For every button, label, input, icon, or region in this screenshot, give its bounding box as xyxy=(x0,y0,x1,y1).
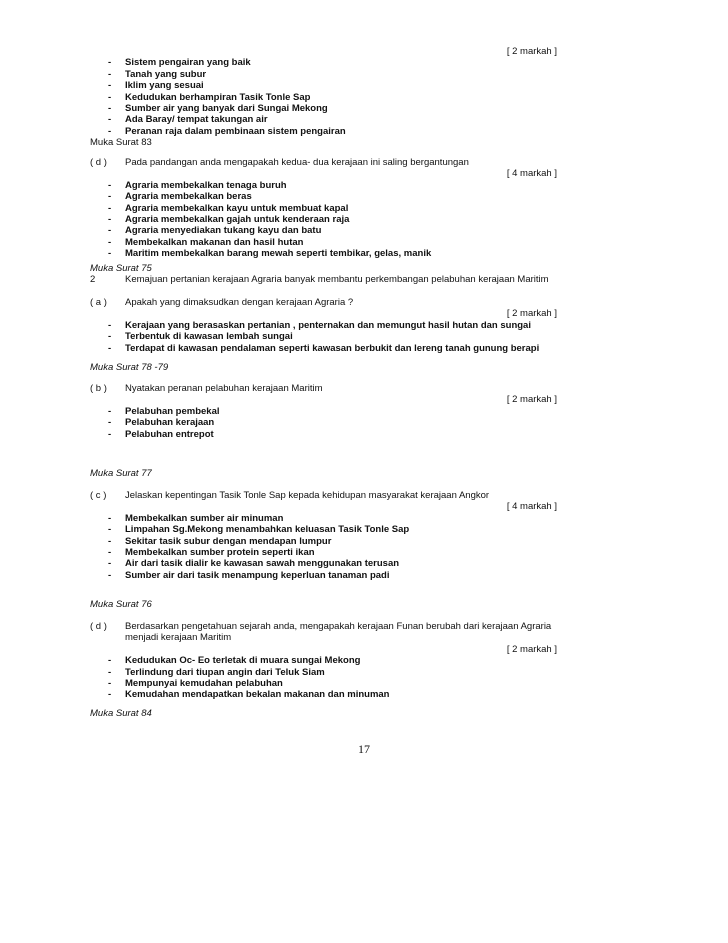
question-2 xyxy=(90,263,560,286)
question-line: ( b ) Nyatakan peranan pelabuhan kerajaan Maritim xyxy=(90,383,323,394)
question-d-1 xyxy=(90,157,560,260)
page-number: 17 xyxy=(358,742,370,756)
page-reference: Muka Surat 77 xyxy=(90,468,152,479)
list-item: - Sumber air dari tasik menampung keperluan tanaman padi xyxy=(108,569,390,581)
list-item: - Agraria membekalkan gajah untuk kenderaan raja xyxy=(108,213,350,225)
marks-label: [ 2 markah ] xyxy=(506,643,557,655)
ref-84-block xyxy=(90,708,560,719)
question-line: ( a ) Apakah yang dimaksudkan dengan kerajaan Agraria ? xyxy=(90,297,354,308)
list-item: - Sekitar tasik subur dengan mendapan lumpur xyxy=(108,535,332,547)
ref-76-block xyxy=(90,599,560,610)
list-item: - Terbentuk di kawasan lembah sungai xyxy=(108,331,293,343)
marks-label: [ 4 markah ] xyxy=(506,168,557,180)
page-reference: Muka Surat 83 xyxy=(90,137,152,149)
list-item: - Kemudahan mendapatkan bekalan makanan dan minuman xyxy=(108,689,390,701)
marks-label: [ 2 markah ] xyxy=(506,308,557,320)
question-line-continued: menjadi kerajaan Maritim xyxy=(125,632,232,644)
list-item: - Pelabuhan pembekal xyxy=(108,405,220,417)
question-line: ( c ) Jelaskan kepentingan Tasik Tonle Sap kepada kehidupan masyarakat kerajaan Angkor xyxy=(90,490,490,501)
list-item: - Membekalkan sumber air minuman xyxy=(108,512,284,524)
list-item: - Pelabuhan entrepot xyxy=(108,428,214,440)
list-item: - Peranan raja dalam pembinaan sistem pengairan xyxy=(108,125,346,137)
list-item: - Kedudukan berhampiran Tasik Tonle Sap xyxy=(108,91,311,103)
page-reference: Muka Surat 84 xyxy=(90,708,152,719)
page-reference: Muka Surat 78 -79 xyxy=(90,362,169,373)
list-item: - Terlindung dari tiupan angin dari Teluk Siam xyxy=(108,666,325,678)
list-item: - Membekalkan makanan dan hasil hutan xyxy=(108,236,304,248)
marks-label: [ 2 markah ] xyxy=(506,46,557,57)
question-c xyxy=(90,490,560,581)
ref-77-block xyxy=(90,468,560,479)
list-item: - Ada Baray/ tempat takungan air xyxy=(108,114,268,126)
page-reference: Muka Surat 75 xyxy=(90,263,152,274)
question-line: 2 Kemajuan pertanian kerajaan Agraria banyak membantu perkembangan pelabuhan kerajaan Maritim xyxy=(90,274,549,286)
list-item: - Pelabuhan kerajaan xyxy=(108,417,215,429)
list-item: - Tanah yang subur xyxy=(108,68,207,80)
answer-block-1 xyxy=(90,46,560,149)
list-item: - Iklim yang sesuai xyxy=(108,80,204,92)
list-item: - Sumber air yang banyak dari Sungai Mekong xyxy=(108,102,328,114)
question-line: ( d ) Berdasarkan pengetahuan sejarah anda, mengapakah kerajaan Funan berubah dari kerajaan Agraria xyxy=(90,621,552,632)
list-item: - Agraria membekalkan kayu untuk membuat kapal xyxy=(108,202,349,214)
list-item: - Maritim membekalkan barang mewah seperti tembikar, gelas, manik xyxy=(108,248,432,260)
marks-label: [ 4 markah ] xyxy=(506,501,557,513)
list-item: - Sistem pengairan yang baik xyxy=(108,57,251,69)
list-item: - Agraria menyediakan tukang kayu dan batu xyxy=(108,225,322,237)
question-d-2 xyxy=(90,621,560,701)
ref-78-block xyxy=(90,362,560,373)
list-item: - Terdapat di kawasan pendalaman seperti kawasan berbukit dan lereng tanah gunung berapi xyxy=(108,342,540,354)
list-item: - Air dari tasik dialir ke kawasan sawah menggunakan terusan xyxy=(108,558,400,570)
page-reference: Muka Surat 76 xyxy=(90,599,152,610)
list-item: - Limpahan Sg.Mekong menambahkan keluasan Tasik Tonle Sap xyxy=(108,524,410,536)
list-item: - Membekalkan sumber protein seperti ikan xyxy=(108,546,315,558)
list-item: - Kerajaan yang berasaskan pertanian , penternakan dan memungut hasil hutan dan sungai xyxy=(108,319,531,331)
marks-label: [ 2 markah ] xyxy=(506,394,557,406)
list-item: - Agraria membekalkan beras xyxy=(108,191,252,203)
question-b xyxy=(90,383,560,440)
list-item: - Mempunyai kemudahan pelabuhan xyxy=(108,677,283,689)
list-item: - Kedudukan Oc- Eo terletak di muara sungai Mekong xyxy=(108,655,361,667)
question-a xyxy=(90,297,560,354)
list-item: - Agraria membekalkan tenaga buruh xyxy=(108,179,287,191)
question-line: ( d ) Pada pandangan anda mengapakah kedua- dua kerajaan ini saling bergantungan xyxy=(90,157,469,168)
